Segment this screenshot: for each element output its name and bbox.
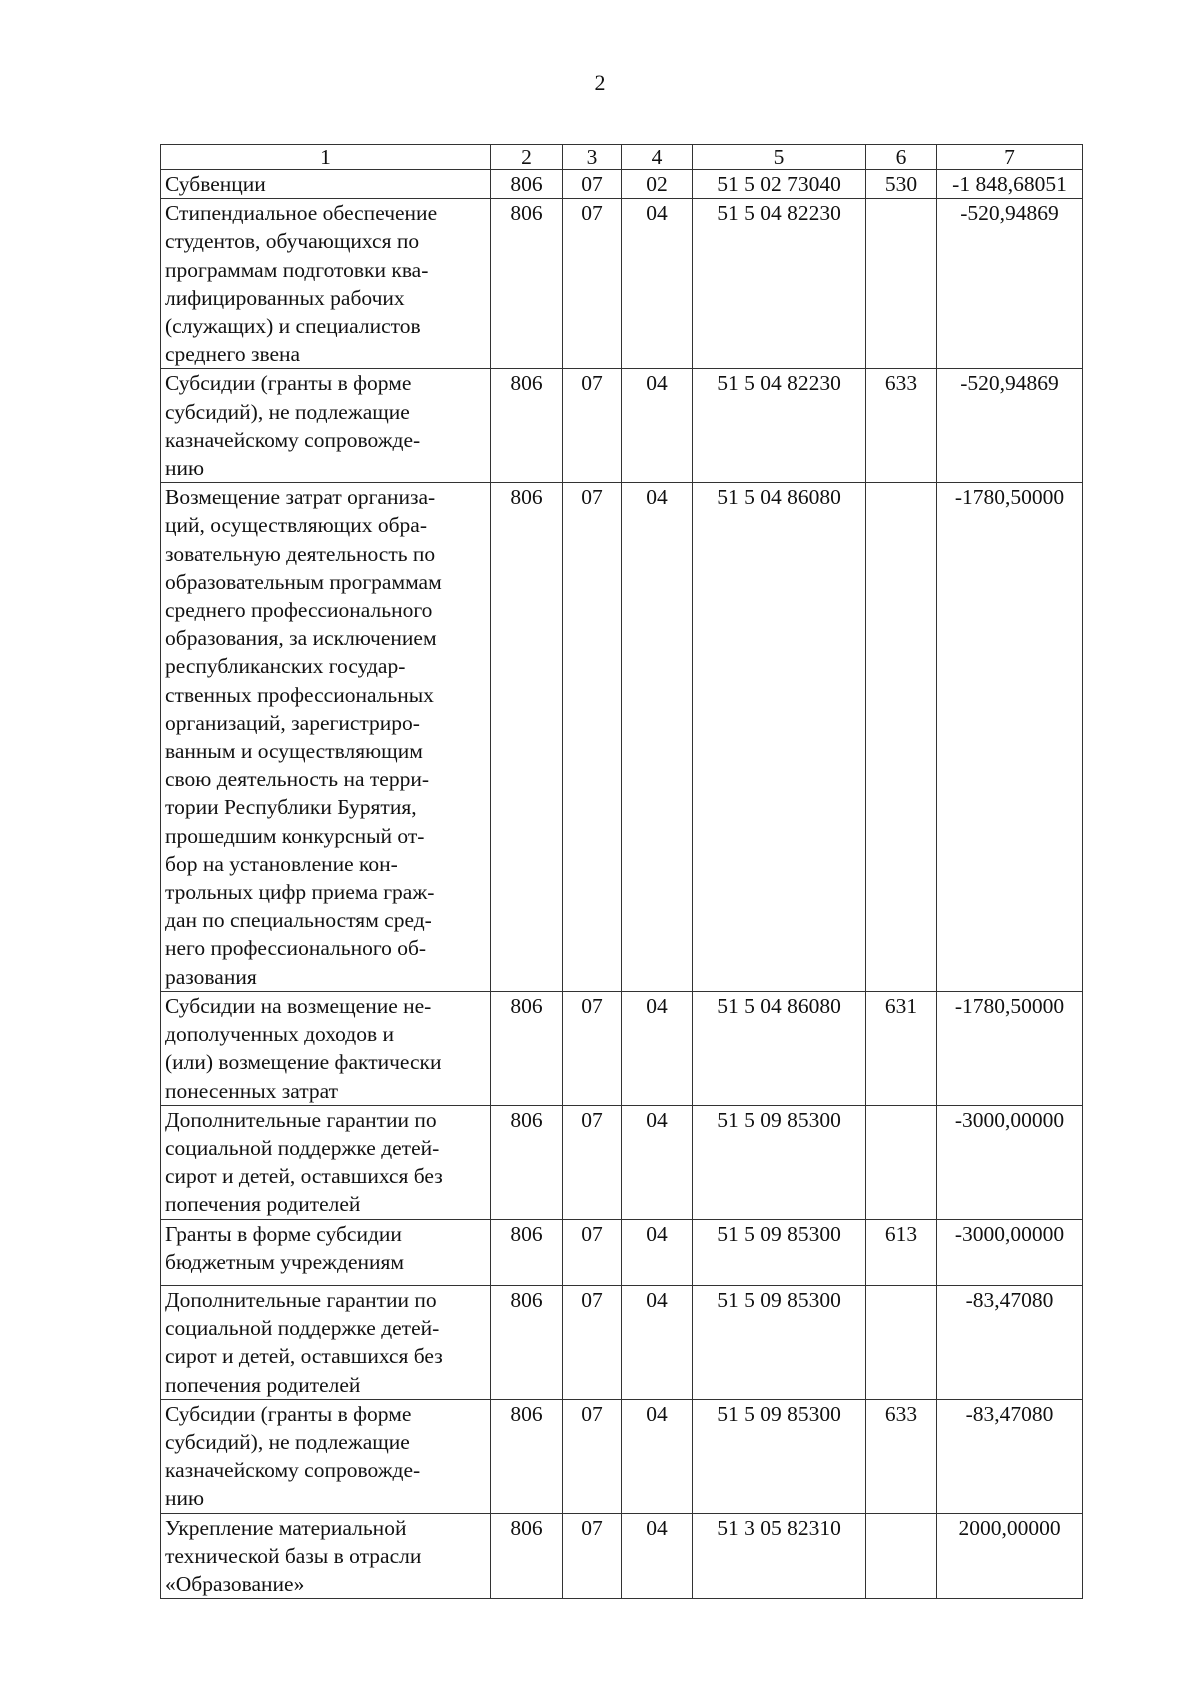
table-body: [161, 170, 1083, 1599]
subsection-code-cell: 04: [622, 1399, 693, 1513]
description-line: Стипендиальное обеспечение: [165, 201, 438, 226]
description-line: Гранты в форме субсидии: [165, 1221, 402, 1246]
target-article-cell: 51 5 04 86080: [693, 483, 866, 992]
description-line: Субсидии (гранты в форме: [165, 1401, 412, 1426]
description-line: казначейскому сопровожде-: [165, 427, 421, 452]
ministry-code-cell: 806: [491, 1513, 563, 1599]
description-line: Возмещение затрат организа-: [165, 485, 436, 510]
description-line: сирот и детей, оставшихся без: [165, 1164, 443, 1189]
row-description: [161, 1105, 491, 1219]
description-line: ванным и осуществляющим: [165, 739, 423, 764]
section-code-cell: 07: [563, 369, 622, 483]
row-description: [161, 483, 491, 992]
description-line: социальной поддержке детей-: [165, 1316, 440, 1341]
page-number: 2: [594, 70, 606, 95]
expense-type-cell: 633: [866, 1399, 937, 1513]
amount-cell: -83,47080: [937, 1285, 1083, 1399]
amount-cell: -83,47080: [937, 1399, 1083, 1513]
subsection-code-cell: 04: [622, 199, 693, 369]
subsection-code-cell: 04: [622, 1219, 693, 1285]
description-line: бор на установление кон-: [165, 851, 398, 876]
ministry-code-cell: 806: [491, 1399, 563, 1513]
subsection-code-cell: 04: [622, 369, 693, 483]
expense-type-cell: 631: [866, 991, 937, 1105]
description-line: прошедшим конкурсный от-: [165, 823, 425, 848]
description-line: организаций, зарегистриро-: [165, 710, 420, 735]
ministry-code-cell: 806: [491, 199, 563, 369]
amount-cell: -3000,00000: [937, 1219, 1083, 1285]
ministry-code-cell: 806: [491, 991, 563, 1105]
table-row: [161, 1285, 1083, 1399]
row-description: [161, 1285, 491, 1399]
row-description: [161, 199, 491, 369]
ministry-code-cell: 806: [491, 483, 563, 992]
expense-type-cell: [866, 483, 937, 992]
description-line: нию: [165, 456, 205, 481]
target-article-cell: 51 5 04 86080: [693, 991, 866, 1105]
target-article-cell: 51 5 09 85300: [693, 1285, 866, 1399]
description-line: технической базы в отрасли: [165, 1543, 422, 1568]
column-header: 5: [693, 145, 866, 170]
row-description: [161, 369, 491, 483]
amount-cell: -520,94869: [937, 369, 1083, 483]
description-line: субсидий), не подлежащие: [165, 1429, 410, 1454]
section-code-cell: 07: [563, 1399, 622, 1513]
description-line: дан по специальностям сред-: [165, 908, 432, 933]
table-row: [161, 1219, 1083, 1285]
amount-cell: -1780,50000: [937, 483, 1083, 992]
table-row: [161, 170, 1083, 199]
description-line: программам подготовки ква-: [165, 257, 429, 282]
section-code-cell: 07: [563, 1219, 622, 1285]
section-code-cell: 07: [563, 991, 622, 1105]
section-code-cell: 07: [563, 199, 622, 369]
description-line: Укрепление материальной: [165, 1515, 407, 1540]
target-article-cell: 51 5 09 85300: [693, 1399, 866, 1513]
description-line: лифицированных рабочих: [165, 285, 405, 310]
description-line: казначейскому сопровожде-: [165, 1458, 421, 1483]
description-line: разования: [165, 964, 257, 989]
table-row: [161, 1399, 1083, 1513]
description-line: зовательную деятельность по: [165, 541, 436, 566]
subsection-code-cell: 04: [622, 483, 693, 992]
expense-type-cell: 633: [866, 369, 937, 483]
subsection-code-cell: 04: [622, 991, 693, 1105]
description-line: понесенных затрат: [165, 1078, 339, 1103]
description-line: тории Республики Бурятия,: [165, 795, 417, 820]
amount-cell: -1 848,68051: [937, 170, 1083, 199]
description-line: ций, осуществляющих обра-: [165, 513, 428, 538]
row-description: [161, 1399, 491, 1513]
description-line: Субсидии на возмещение не-: [165, 993, 432, 1018]
ministry-code-cell: 806: [491, 369, 563, 483]
column-header: 7: [937, 145, 1083, 170]
row-description: [161, 1219, 491, 1285]
table-row: [161, 991, 1083, 1105]
target-article-cell: 51 5 04 82230: [693, 369, 866, 483]
column-header: 4: [622, 145, 693, 170]
subsection-code-cell: 04: [622, 1513, 693, 1599]
description-line: субсидий), не подлежащие: [165, 399, 410, 424]
expense-type-cell: 530: [866, 170, 937, 199]
description-line: свою деятельность на терри-: [165, 767, 430, 792]
description-line: Субвенции: [165, 172, 266, 196]
section-code-cell: 07: [563, 1105, 622, 1219]
description-line: (служащих) и специалистов: [165, 314, 421, 339]
amount-cell: 2000,00000: [937, 1513, 1083, 1599]
target-article-cell: 51 5 02 73040: [693, 170, 866, 199]
description-line: него профессионального об-: [165, 936, 427, 961]
description-line: республиканских государ-: [165, 654, 406, 679]
section-code-cell: 07: [563, 483, 622, 992]
header-row: [161, 145, 1083, 170]
table-row: [161, 199, 1083, 369]
amount-cell: -1780,50000: [937, 991, 1083, 1105]
description-line: сирот и детей, оставшихся без: [165, 1344, 443, 1369]
amount-cell: -520,94869: [937, 199, 1083, 369]
ministry-code-cell: 806: [491, 170, 563, 199]
description-line: (или) возмещение фактически: [165, 1050, 442, 1075]
column-header: 2: [491, 145, 563, 170]
table-row: [161, 369, 1083, 483]
expense-type-cell: [866, 1105, 937, 1219]
budget-table: [160, 144, 1083, 1599]
description-line: дополученных доходов и: [165, 1022, 395, 1047]
description-line: студентов, обучающихся по: [165, 229, 420, 254]
description-line: ственных профессиональных: [165, 682, 434, 707]
table-row: [161, 1105, 1083, 1219]
description-line: среднего профессионального: [165, 598, 433, 623]
row-description: [161, 1513, 491, 1599]
column-header: 3: [563, 145, 622, 170]
description-line: Дополнительные гарантии по: [165, 1107, 437, 1132]
description-line: образовательным программам: [165, 569, 442, 594]
row-description: [161, 170, 491, 199]
description-line: Дополнительные гарантии по: [165, 1287, 437, 1312]
ministry-code-cell: 806: [491, 1285, 563, 1399]
amount-cell: -3000,00000: [937, 1105, 1083, 1219]
table-row: [161, 1513, 1083, 1599]
column-header: 6: [866, 145, 937, 170]
description-line: попечения родителей: [165, 1372, 361, 1397]
description-line: социальной поддержке детей-: [165, 1135, 440, 1160]
expense-type-cell: 613: [866, 1219, 937, 1285]
row-description: [161, 991, 491, 1105]
ministry-code-cell: 806: [491, 1219, 563, 1285]
description-line: среднего звена: [165, 342, 301, 367]
target-article-cell: 51 5 09 85300: [693, 1219, 866, 1285]
expense-type-cell: [866, 1513, 937, 1599]
expense-type-cell: [866, 1285, 937, 1399]
section-code-cell: 07: [563, 1285, 622, 1399]
subsection-code-cell: 04: [622, 1285, 693, 1399]
description-line: попечения родителей: [165, 1192, 361, 1217]
subsection-code-cell: 04: [622, 1105, 693, 1219]
table-row: [161, 483, 1083, 992]
column-header: 1: [161, 145, 491, 170]
description-line: Субсидии (гранты в форме: [165, 371, 412, 396]
description-line: трольных цифр приема граж-: [165, 880, 435, 905]
description-line: нию: [165, 1486, 205, 1511]
ministry-code-cell: 806: [491, 1105, 563, 1219]
section-code-cell: 07: [563, 1513, 622, 1599]
target-article-cell: 51 5 04 82230: [693, 199, 866, 369]
subsection-code-cell: 02: [622, 170, 693, 199]
target-article-cell: 51 5 09 85300: [693, 1105, 866, 1219]
section-code-cell: 07: [563, 170, 622, 199]
expense-type-cell: [866, 199, 937, 369]
description-line: бюджетным учреждениям: [165, 1249, 404, 1274]
description-line: образования, за исключением: [165, 626, 437, 651]
description-line: «Образование»: [165, 1571, 305, 1596]
target-article-cell: 51 3 05 82310: [693, 1513, 866, 1599]
